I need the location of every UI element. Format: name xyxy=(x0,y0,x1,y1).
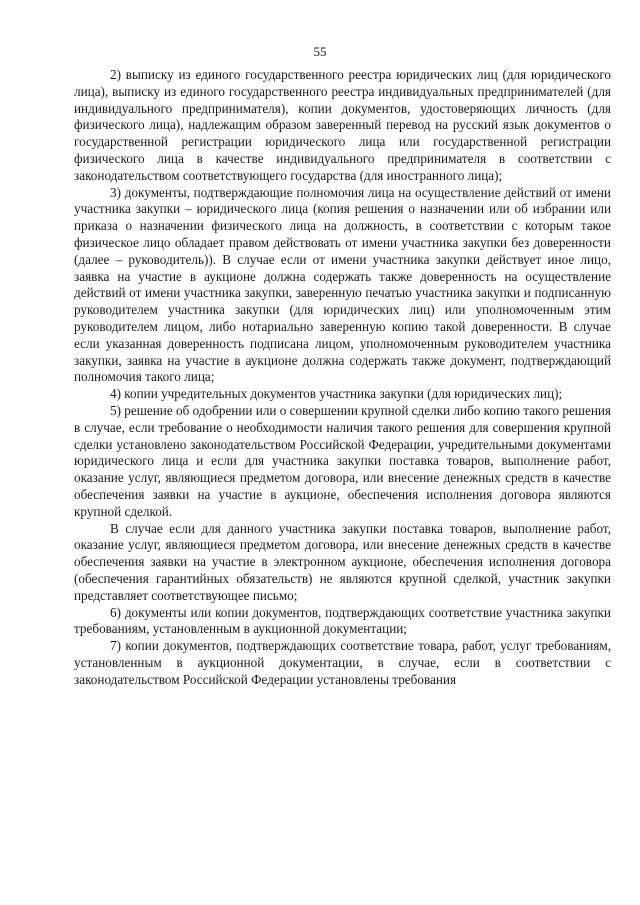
paragraph-item-7: 7) копии документов, подтверждающих соответствие товара, работ, услуг требованиям, установленным в аукционной документации, в случае, если в соответствии с законодательством Российской Федерации установлены требования xyxy=(74,638,611,687)
paragraph-item-4: 4) копии учредительных документов участника закупки (для юридических лиц); xyxy=(110,386,563,402)
paragraph-item-3: 3) документы, подтверждающие полномочия лица на осуществление действий от имени участника закупки – юридического лица (копия решения о назначении или об избрании или приказа о назначении физического лица на должность, в соответствии с которым такое физическое лицо обладает правом действовать от имени участника закупки без доверенности (далее – руководитель)). В случае если от имени участника закупки действует иное лицо, заявка на участие в аукционе должна содержать также доверенность на осуществление действий от имени участника закупки, заверенную печатью участника закупки и подписанную руководителем участника закупки (для юридических лиц) или уполномоченным этим руководителем лицом, либо нотариально заверенную копию такой доверенности. В случае если указанная доверенность подписана лицом, уполномоченным руководителем участника закупки, заявка на участие в аукционе должна содержать также документ, подтверждающий полномочия такого лица; xyxy=(74,184,611,385)
paragraph-item-2: 2) выписку из единого государственного реестра юридических лиц (для юридического лица), выписку из единого государственного реестра индивидуальных предпринимателей (для индивидуального предпринимателя), копии документов, удостоверяющих личность (для физического лица), надлежащим образом заверенный перевод на русский язык документов о государственной регистрации юридического лица или государственной регистрации физического лица в качестве индивидуального предпринимателя в соответствии с законодательством соответствующего государства (для иностранного лица); xyxy=(74,67,611,183)
page-number: 55 xyxy=(313,44,327,59)
body-text xyxy=(74,67,611,688)
paragraph-item-6: 6) документы или копии документов, подтверждающих соответствие участника закупки требованиям, установленным в аукционной документации; xyxy=(74,604,611,637)
paragraph-item-5: 5) решение об одобрении или о совершении крупной сделки либо копию такого решения в случае, если требование о необходимости наличия такого решения для совершения крупной сделки установлено законодательством Российской Федерации, учредительными документами юридического лица и если для участника закупки поставка товаров, выполнение работ, оказание услуг, являющиеся предметом договора, или внесение денежных средств в качестве обеспечения заявки на участие в аукционе, обеспечения исполнения договора являются крупной сделкой. xyxy=(74,402,611,519)
paragraph-large-deal-letter: В случае если для данного участника закупки поставка товаров, выполнение работ, оказание услуг, являющиеся предметом договора, или внесение денежных средств в качестве обеспечения заявки на участие в электронном аукционе, обеспечения исполнения договора (обеспечения гарантийных обязательств) не являются крупной сделкой, участник закупки представляет соответствующее письмо; xyxy=(74,520,611,603)
